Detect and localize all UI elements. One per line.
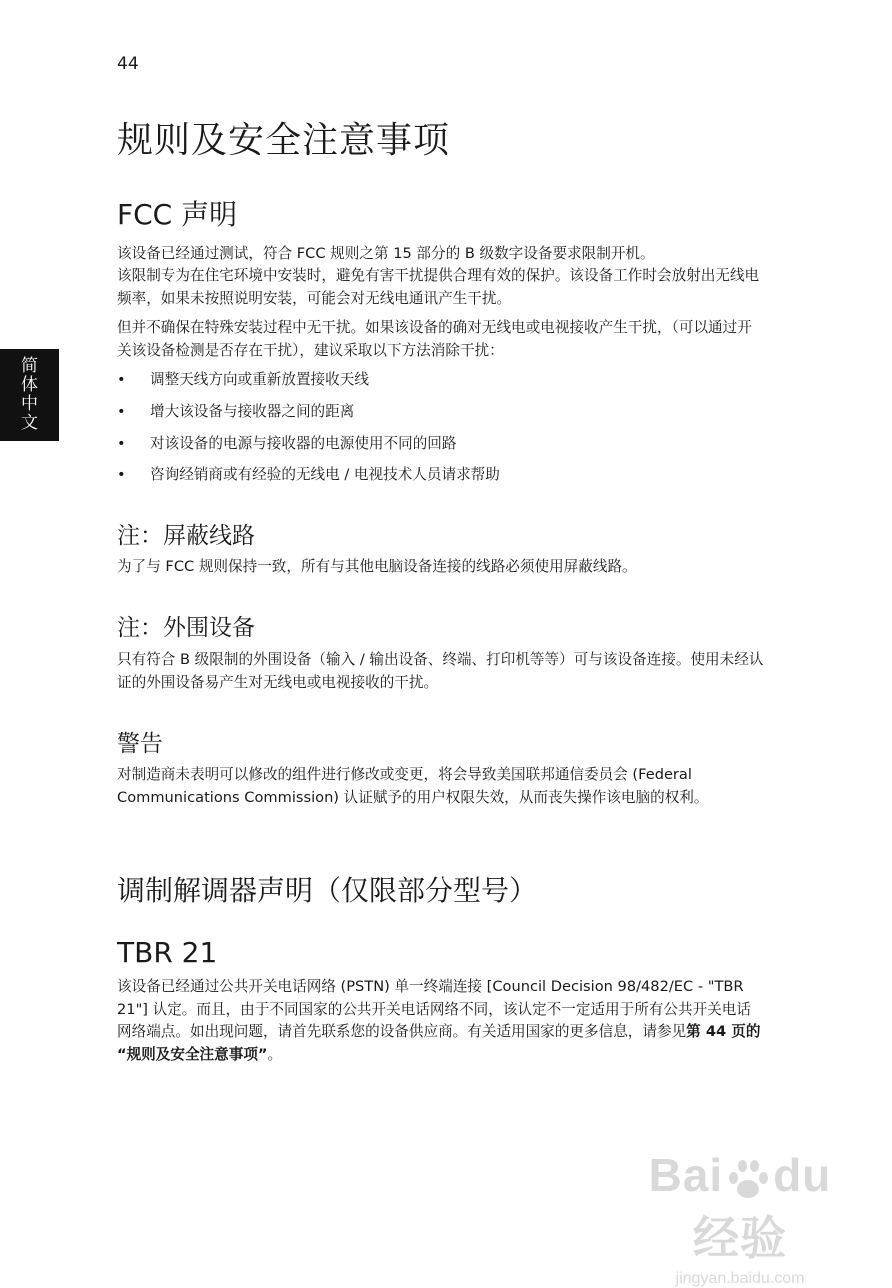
- tbr-heading: TBR 21: [117, 936, 218, 969]
- tbr-text: [117, 976, 765, 1066]
- watermark-logo: [630, 1148, 850, 1268]
- caution-text: 对制造商未表明可以修改的组件进行修改或变更，将会导致美国联邦通信委员会 (Federal Communications Commission) 认证赋予的用户权限失效，从而丧失操作该电脑的权利。: [117, 766, 709, 806]
- shielded-heading: 注：屏蔽线路: [117, 523, 255, 549]
- tbr-text-end: 。: [267, 1045, 283, 1063]
- caution-heading: 警告: [117, 731, 163, 757]
- fcc-bullet-list: [117, 369, 500, 496]
- peripherals-text: 只有符合 B 级限制的外围设备（输入 / 输出设备、终端、打印机等等）可与该设备连接。使用未经认证的外围设备易产生对无线电或电视接收的干扰。: [117, 651, 764, 691]
- watermark-logo-left: Bai: [648, 1149, 724, 1201]
- fcc-paragraph-3: 但并不确保在特殊安装过程中无干扰。如果该设备的确对无线电或电视接收产生干扰，（可以通过开关该设备检测是否存在干扰），建议采取以下方法消除干扰：: [117, 319, 752, 359]
- language-side-tab: [0, 349, 59, 441]
- list-item: [117, 369, 500, 401]
- list-item-text: 增大该设备与接收器之间的距离: [150, 402, 355, 420]
- modem-heading: 调制解调器声明（仅限部分型号）: [117, 874, 538, 907]
- fcc-paragraph-2: 该限制专为在住宅环境中安装时，避免有害干扰提供合理有效的保护。该设备工作时会放射出无线电频率，如果未按照说明安装，可能会对无线电通讯产生干扰。: [117, 267, 760, 307]
- list-item: [117, 433, 500, 465]
- side-tab-char: 简: [21, 356, 38, 376]
- tbr-text-main: 该设备已经通过公共开关电话网络 (PSTN) 单一终端连接 [Council Decision 98/482/EC - "TBR 21"] 认定。而且，由于不同国家的公共开关电话网络不同，该认定不一定适用于所有公共开关电话网络端点。如出现问题，请首先联系您的设备供应商。有关适用国家的更多信息，请参见: [117, 978, 751, 1040]
- cross-reference-link[interactable]: 第 44 页的 “规则及安全注意事项”: [117, 1023, 761, 1063]
- fcc-paragraph-1: 该设备已经通过测试，符合 FCC 规则之第 15 部分的 B 级数字设备要求限制开机。: [117, 245, 655, 262]
- page-number: 44: [117, 54, 139, 74]
- baidu-jingyan-watermark: [630, 1148, 850, 1287]
- bullet-icon: •: [117, 466, 126, 484]
- list-item: [117, 401, 500, 433]
- paw-icon: [725, 1156, 771, 1202]
- shielded-text: 为了与 FCC 规则保持一致，所有与其他电脑设备连接的线路必须使用屏蔽线路。: [117, 558, 637, 575]
- side-tab-char: 体: [21, 375, 38, 395]
- bullet-icon: •: [117, 371, 126, 388]
- page-title: 规则及安全注意事项: [117, 120, 451, 161]
- fcc-heading: FCC 声明: [117, 198, 238, 231]
- bullet-icon: •: [117, 402, 126, 420]
- side-tab-char: 中: [21, 394, 38, 414]
- watermark-url: jingyan.baidu.com: [675, 1270, 805, 1287]
- list-item-text: 咨询经销商或有经验的无线电 / 电视技术人员请求帮助: [150, 466, 500, 484]
- side-tab-char: 文: [21, 413, 38, 433]
- bullet-icon: •: [117, 434, 126, 452]
- watermark-logo-right: 经验: [693, 1212, 787, 1264]
- peripherals-heading: 注：外围设备: [117, 615, 255, 641]
- list-item-text: 调整天线方向或重新放置接收天线: [150, 371, 369, 388]
- list-item: [117, 464, 500, 496]
- watermark-logo-mid: du: [773, 1149, 832, 1201]
- list-item-text: 对该设备的电源与接收器的电源使用不同的回路: [150, 434, 457, 452]
